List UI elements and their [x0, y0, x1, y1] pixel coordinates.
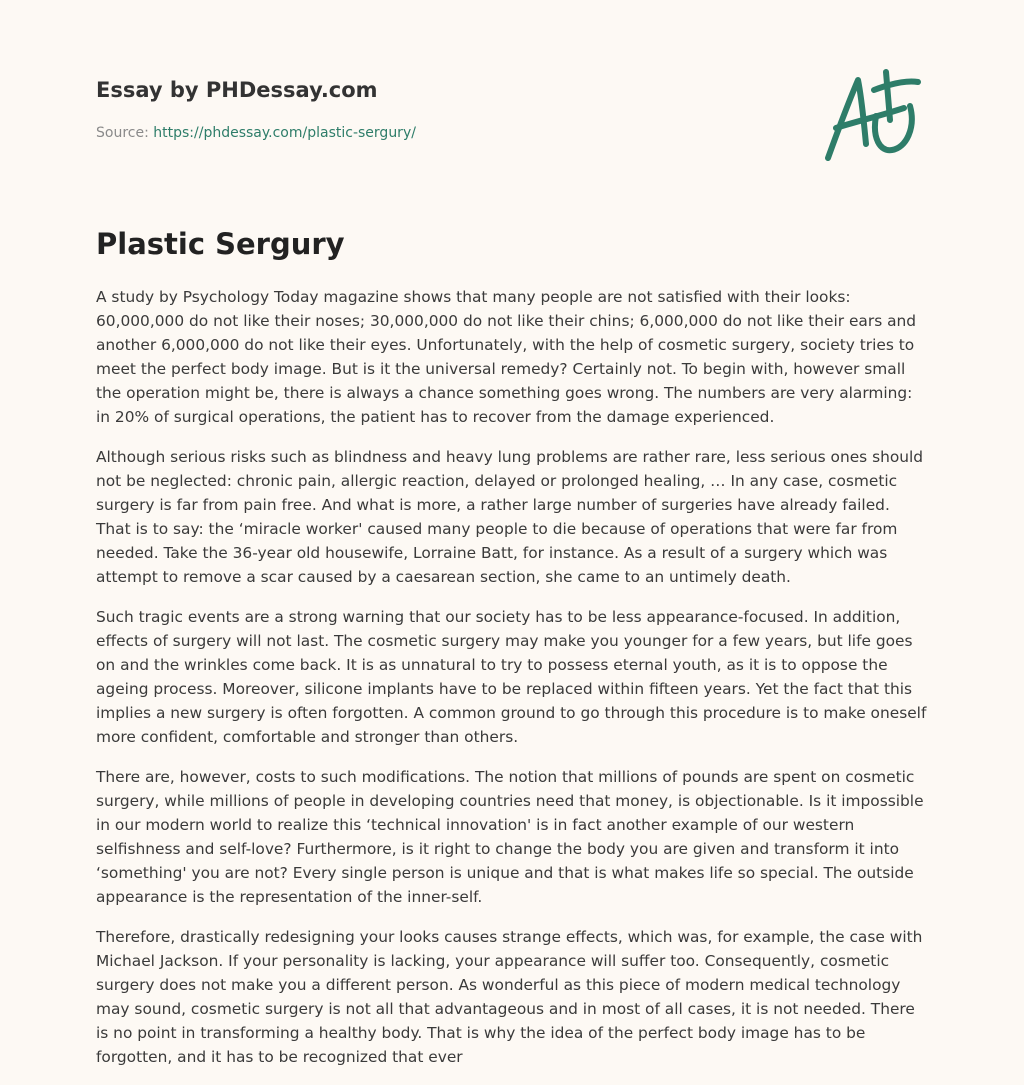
essay-body: [96, 285, 928, 1085]
essay-title: Plastic Sergury: [96, 227, 345, 261]
source-label: Source:: [96, 125, 154, 141]
essay-paragraph: A study by Psychology Today magazine shows that many people are not satisfied with their looks: 60,000,000 do not like their noses; 30,000,000 do not like their chins; 6,000,000 do not like their ears and another 6,000,000 do not like their eyes. Unfortunately, with the help of cosmetic surgery, society tries to meet the perfect body image. But is it the universal remedy? Certainly not. To begin with, however small the operation might be, there is always a chance something goes wrong. The numbers are very alarming: in 20% of surgical operations, the patient has to recover from the damage experienced.: [96, 288, 917, 426]
essay-paragraph: Such tragic events are a strong warning that our society has to be less appearance-focused. In addition, effects of surgery will not last. The cosmetic surgery may make you younger for a few years, but life goes on and the wrinkles come back. It is as unnatural to try to possess eternal youth, as it is to oppose the ageing process. Moreover, silicone implants have to be replaced within fifteen years. Yet the fact that this implies a new surgery is often forgotten. A common ground to go through this procedure is to make oneself more confident, comfortable and stronger than others.: [96, 608, 927, 746]
source-link[interactable]: https://phdessay.com/plastic-sergury/: [153, 125, 416, 141]
essay-paragraph: Therefore, drastically redesigning your looks causes strange effects, which was, for example, the case with Michael Jackson. If your personality is lacking, your appearance will suffer too. Consequently, cosmetic surgery does not make you a different person. As wonderful as this piece of modern medical technology may sound, cosmetic surgery is not all that advantageous and in most of all cases, it is not needed. There is no point in transforming a healthy body. That is why the idea of the perfect body image has to be forgotten, and it has to be recognized that ever: [96, 928, 923, 1066]
site-brand: Essay by PHDessay.com: [96, 78, 378, 102]
a-plus-logo-icon: [820, 66, 930, 166]
header: [96, 0, 928, 200]
page: [96, 0, 928, 1066]
essay-paragraph: There are, however, costs to such modifications. The notion that millions of pounds are spent on cosmetic surgery, while millions of people in developing countries need that money, is objectionable. Is it impossible in our modern world to realize this ‘technical innovation' is in fact another example of our western selfishness and self-love? Furthermore, is it right to change the body you are given and transform it into ‘something' you are not? Every single person is unique and that is what makes life so special. The outside appearance is the representation of the inner-self.: [96, 768, 924, 906]
essay-paragraph: Although serious risks such as blindness and heavy lung problems are rather rare, less serious ones should not be neglected: chronic pain, allergic reaction, delayed or prolonged healing, … In any case, cosmetic surgery is far from pain free. And what is more, a rather large number of surgeries have already failed. That is to say: the ‘miracle worker' caused many people to die because of operations that were far from needed. Take the 36-year old housewife, Lorraine Batt, for instance. As a result of a surgery which was attempt to remove a scar caused by a caesarean section, she came to an untimely death.: [96, 448, 924, 586]
source-line: [96, 124, 416, 142]
